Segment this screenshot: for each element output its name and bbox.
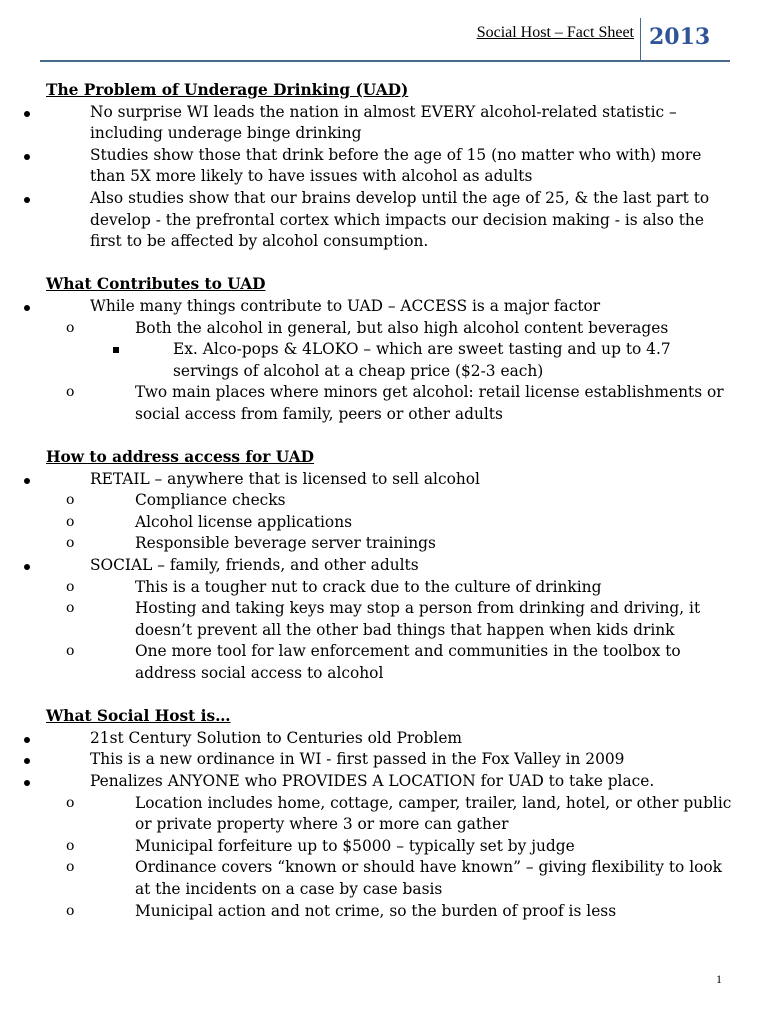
circle-bullet-icon: o (66, 319, 75, 336)
circle-bullet-icon: o (66, 859, 75, 876)
list-item-text: While many things contribute to UAD – ACCESS is a major factor (90, 296, 601, 315)
circle-bullet-icon: o (66, 492, 75, 509)
disc-bullet-icon (24, 555, 30, 577)
disc-bullet-icon (24, 749, 30, 771)
list-item-text: Studies show those that drink before the age of 15 (no matter who with) more than 5X more likely to have issues with alcohol as adults (90, 145, 702, 186)
list-item (66, 836, 736, 858)
list-item-text: One more tool for law enforcement and communities in the toolbox to address social access to alcohol (135, 642, 681, 683)
section (46, 274, 736, 425)
circle-bullet-icon: o (66, 902, 75, 919)
list-item (46, 102, 736, 145)
list-item (46, 145, 736, 188)
list-item-text: Two main places where minors get alcohol: retail license establishments or social access from family, peers or other adults (135, 383, 724, 423)
square-bullet-icon (113, 340, 119, 362)
circle-bullet-icon: o (66, 578, 75, 595)
bullet-list-level-1 (46, 102, 736, 253)
list-item (66, 490, 736, 512)
list-item-text: Ordinance covers “known or should have known” – giving flexibility to look at the incidents on a case by case basis (135, 858, 722, 898)
bullet-list-level-2 (66, 318, 736, 426)
circle-bullet-icon: o (66, 643, 75, 660)
list-item-text: Both the alcohol in general, but also high alcohol content beverages (135, 318, 669, 337)
list-item (66, 382, 736, 425)
list-item (66, 793, 736, 836)
list-item (66, 641, 736, 684)
header-year: 2013 (649, 24, 711, 50)
list-item (135, 339, 736, 382)
list-item-text: Alcohol license applications (135, 512, 353, 531)
list-item-text: Municipal action and not crime, so the burden of proof is less (135, 901, 617, 920)
section (46, 80, 736, 253)
circle-bullet-icon: o (66, 535, 75, 552)
list-item (46, 296, 736, 426)
list-item (66, 577, 736, 599)
list-item-text: 21st Century Solution to Centuries old Problem (90, 728, 463, 747)
circle-bullet-icon: o (66, 384, 75, 401)
disc-bullet-icon (24, 296, 30, 318)
circle-bullet-icon: o (66, 600, 75, 617)
list-item-text: Compliance checks (135, 491, 286, 510)
bullet-list-level-1 (46, 296, 736, 426)
disc-bullet-icon (24, 188, 30, 210)
list-item-text: Penalizes ANYONE who PROVIDES A LOCATION for UAD to take place. (90, 772, 655, 790)
list-item (66, 857, 736, 900)
disc-bullet-icon (24, 145, 30, 167)
page-header (0, 18, 768, 62)
list-item (66, 598, 736, 641)
circle-bullet-icon: o (66, 837, 75, 854)
list-item (46, 469, 736, 555)
bullet-list-level-2 (66, 577, 736, 685)
list-item-text: This is a tougher nut to crack due to the culture of drinking (135, 577, 602, 596)
disc-bullet-icon (24, 469, 30, 491)
bullet-list-level-2 (66, 490, 736, 555)
bullet-list-level-1 (46, 728, 736, 922)
list-item (66, 318, 736, 383)
bullet-list-level-2 (66, 793, 736, 923)
disc-bullet-icon (24, 102, 30, 124)
section (46, 706, 736, 922)
header-title: Social Host – Fact Sheet (476, 24, 634, 41)
list-item (46, 555, 736, 685)
list-item-text: Hosting and taking keys may stop a person from drinking and driving, it doesn’t prevent all the other bad things that happen when kids drink (135, 599, 701, 639)
section-heading: How to address access for UAD (46, 448, 315, 467)
document-body (46, 80, 736, 944)
list-item-text: Location includes home, cottage, camper, trailer, land, hotel, or other public or private property where 3 or more can gather (135, 793, 732, 834)
list-item (46, 188, 736, 253)
list-item (66, 512, 736, 534)
list-item-text: RETAIL – anywhere that is licensed to sell alcohol (90, 469, 480, 488)
list-item-text: Municipal forfeiture up to $5000 – typically set by judge (135, 836, 575, 855)
section-heading: What Contributes to UAD (46, 275, 266, 294)
list-item-text: No surprise WI leads the nation in almost EVERY alcohol-related statistic – including underage binge drinking (90, 102, 677, 143)
list-item (46, 771, 736, 922)
list-item-text: Ex. Alco-pops & 4LOKO – which are sweet tasting and up to 4.7 servings of alcohol at a cheap price ($2-3 each) (173, 340, 671, 380)
list-item-text: This is a new ordinance in WI - first passed in the Fox Valley in 2009 (90, 750, 625, 769)
section (46, 447, 736, 685)
header-divider (640, 18, 641, 60)
list-item-text: Responsible beverage server trainings (135, 534, 436, 553)
section-heading: What Social Host is… (46, 707, 231, 726)
header-rule (40, 60, 730, 62)
disc-bullet-icon (24, 728, 30, 750)
list-item (46, 728, 736, 750)
list-item-text: SOCIAL – family, friends, and other adults (90, 556, 419, 575)
list-item-text: Also studies show that our brains develop until the age of 25, & the last part to develop - the prefrontal cortex which impacts our decision making - is also the first to be affected by alcohol consumption. (90, 188, 710, 251)
circle-bullet-icon: o (66, 513, 75, 530)
circle-bullet-icon: o (66, 794, 75, 811)
list-item (66, 901, 736, 923)
section-heading: The Problem of Underage Drinking (UAD) (46, 81, 409, 99)
list-item (66, 533, 736, 555)
page-number: 1 (716, 972, 722, 986)
bullet-list-level-3 (135, 339, 736, 382)
bullet-list-level-1 (46, 469, 736, 685)
disc-bullet-icon (24, 771, 30, 793)
list-item (46, 749, 736, 771)
